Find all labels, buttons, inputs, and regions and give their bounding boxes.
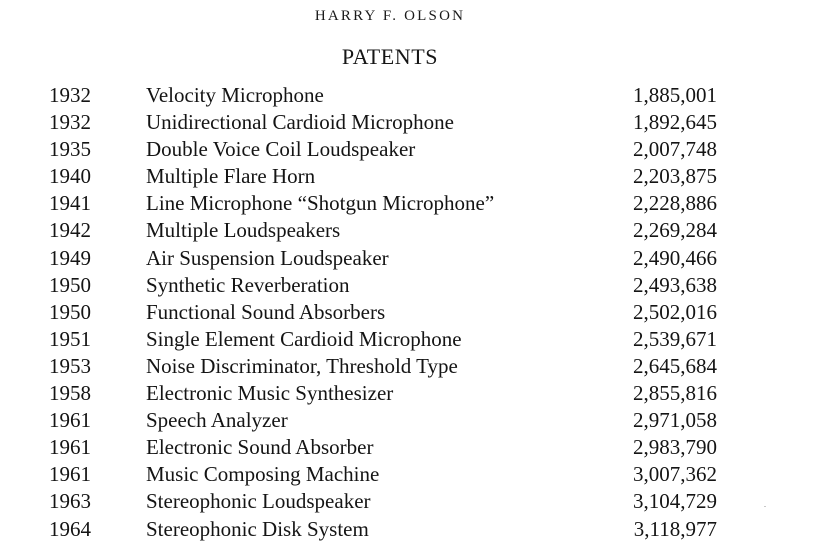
- patent-number: 2,228,886: [633, 191, 717, 216]
- patent-title: Speech Analyzer: [146, 408, 288, 433]
- patent-number: 2,203,875: [633, 164, 717, 189]
- patent-year: 1953: [49, 353, 91, 378]
- patent-title: Noise Discriminator, Threshold Type: [146, 353, 458, 378]
- patent-row: [0, 163, 820, 190]
- patent-title: Line Microphone “Shotgun Microphone”: [146, 191, 495, 216]
- patent-year: 1951: [49, 326, 91, 351]
- patent-number: 2,645,684: [633, 353, 717, 378]
- patent-row: [0, 326, 820, 353]
- patent-row: [0, 136, 820, 163]
- patent-row: [0, 380, 820, 407]
- patent-year: 1932: [49, 83, 91, 107]
- patent-row: [0, 217, 820, 244]
- patent-title: Music Composing Machine: [146, 462, 380, 487]
- patent-title: Functional Sound Absorbers: [146, 299, 386, 324]
- patent-number: 2,539,671: [633, 326, 717, 351]
- patent-number: 2,490,466: [633, 245, 717, 270]
- patent-row: [0, 245, 820, 272]
- patent-year: 1961: [49, 408, 91, 433]
- patent-title: Electronic Sound Absorber: [146, 435, 374, 460]
- patent-number: 2,983,790: [633, 435, 717, 460]
- patent-number: 2,971,058: [633, 408, 717, 433]
- patent-year: 1961: [49, 435, 91, 460]
- patent-title: Velocity Microphone: [146, 83, 324, 107]
- patent-row: [0, 434, 820, 461]
- patent-title: Multiple Flare Horn: [146, 164, 316, 189]
- patent-year: 1941: [49, 191, 91, 216]
- patent-title: Synthetic Reverberation: [146, 272, 350, 297]
- patent-row: [0, 82, 820, 109]
- patent-number: 2,502,016: [633, 299, 717, 324]
- patent-title: Unidirectional Cardioid Microphone: [146, 110, 454, 135]
- patent-title: Multiple Loudspeakers: [146, 218, 341, 243]
- patent-title: Electronic Music Synthesizer: [146, 381, 394, 406]
- page-title: PATENTS: [341, 44, 439, 69]
- patent-year: 1961: [49, 462, 91, 487]
- patent-year: 1940: [49, 164, 91, 189]
- patents-table: [0, 82, 820, 543]
- patent-row: [0, 461, 820, 488]
- patent-row: [0, 516, 820, 543]
- patent-number: 2,493,638: [633, 272, 717, 297]
- patent-year: 1949: [49, 245, 91, 270]
- patent-number: 2,007,748: [633, 137, 717, 162]
- scan-speck: [764, 506, 766, 507]
- patent-title: Double Voice Coil Loudspeaker: [146, 137, 416, 162]
- patent-number: 3,118,977: [633, 516, 717, 541]
- patent-row: [0, 272, 820, 299]
- patent-title: Air Suspension Loudspeaker: [146, 245, 389, 270]
- patent-number: 2,269,284: [633, 218, 717, 243]
- patent-number: 2,855,816: [633, 381, 717, 406]
- patent-year: 1964: [49, 516, 91, 541]
- patent-year: 1935: [49, 137, 91, 162]
- patent-row: [0, 109, 820, 136]
- patent-year: 1942: [49, 218, 91, 243]
- patent-number: 1,885,001: [633, 83, 717, 107]
- patent-row: [0, 190, 820, 217]
- patent-row: [0, 488, 820, 515]
- patent-row: [0, 407, 820, 434]
- patent-title: Stereophonic Disk System: [146, 516, 369, 541]
- patent-title: Single Element Cardioid Microphone: [146, 326, 462, 351]
- patent-year: 1963: [49, 489, 91, 514]
- patent-year: 1958: [49, 381, 91, 406]
- patent-title: Stereophonic Loudspeaker: [146, 489, 371, 514]
- patent-year: 1950: [49, 272, 91, 297]
- patent-number: 3,007,362: [633, 462, 717, 487]
- patent-number: 1,892,645: [633, 110, 717, 135]
- patent-row: [0, 353, 820, 380]
- patent-year: 1932: [49, 110, 91, 135]
- patent-number: 3,104,729: [633, 489, 717, 514]
- patent-year: 1950: [49, 299, 91, 324]
- author-name: HARRY F. OLSON: [314, 8, 466, 24]
- patent-row: [0, 299, 820, 326]
